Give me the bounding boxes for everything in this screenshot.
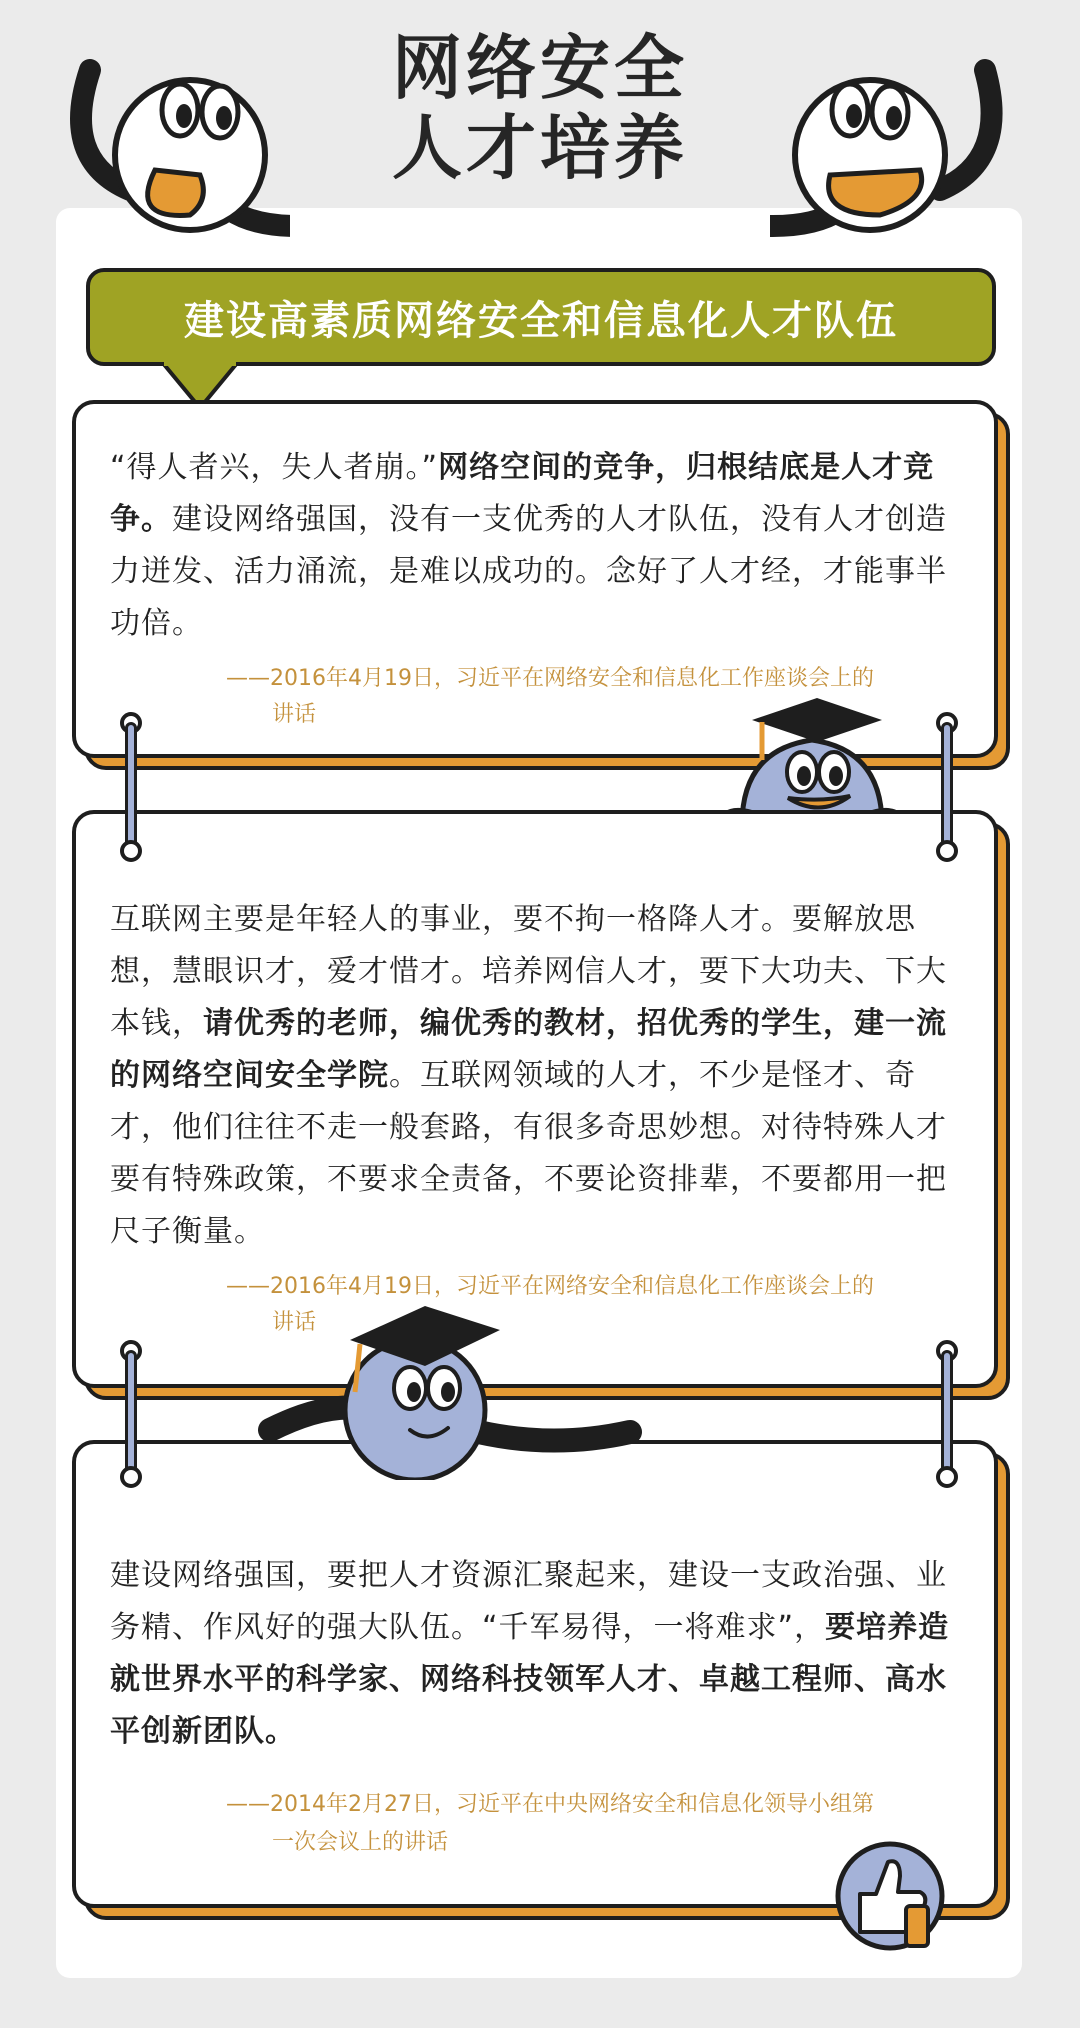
quote-source-line-1: ——2016年4月19日，习近平在网络安全和信息化工作座谈会上的	[226, 666, 874, 691]
quote-source-line-2: 一次会议上的讲话	[272, 1830, 449, 1855]
quote-emphasis: 要培养造就世界水平的科学家、网络科技领军人才、卓越工程师、高水平创新团队。	[110, 1610, 950, 1749]
section-banner	[86, 268, 996, 366]
binder-ring	[936, 840, 958, 862]
quote-segment: 互联网主要是年轻人的事业，要不拘一格降人才。要解放思想，慧眼识才，爱才惜才。培养网信人才，要下大功夫、下大本钱，	[110, 902, 947, 1041]
page-title	[0, 28, 1080, 188]
binder-ring	[120, 840, 142, 862]
binder-rod	[125, 1350, 137, 1480]
quote-source-line-2: 讲话	[272, 702, 317, 727]
graduation-cap-mascot-icon	[712, 690, 912, 826]
binder-rod	[941, 1350, 953, 1480]
quote-emphasis: 网络空间的竞争，归根结底是人才竞争。	[110, 450, 935, 537]
quote-segment: 建设网络强国，没有一支优秀的人才队伍，没有人才创造力迸发、活力涌流，是难以成功的。念好了人才经，才能事半功倍。	[110, 502, 947, 641]
quote-source-line-1: ——2016年4月19日，习近平在网络安全和信息化工作座谈会上的	[226, 1274, 874, 1299]
quote-source-line-1: ——2014年2月27日，习近平在中央网络安全和信息化领导小组第	[226, 1792, 874, 1817]
quote-segment: “得人者兴，失人者崩。”	[110, 450, 439, 485]
quote-segment: 。互联网领域的人才，不少是怪才、奇才，他们往往不走一般套路，有很多奇思妙想。对待特殊人才要有特殊政策，不要求全责备，不要论资排辈，不要都用一把尺子衡量。	[110, 1058, 947, 1249]
thumbs-up-icon	[830, 1836, 950, 1956]
quote-text	[110, 1550, 960, 1758]
binder-ring	[120, 1466, 142, 1488]
quote-segment: 建设网络强国，要把人才资源汇聚起来，建设一支政治强、业务精、作风好的强大队伍。“千军易得，一将难求”，	[110, 1558, 947, 1645]
title-line-1: 网络安全	[392, 27, 688, 109]
binder-rod	[125, 722, 137, 852]
quote-emphasis: 请优秀的老师，编优秀的教材，招优秀的学生，建一流的网络空间安全学院	[110, 1006, 947, 1093]
binder-rod	[941, 722, 953, 852]
quote-source-line-2: 讲话	[272, 1310, 317, 1335]
banner-text: 建设高素质网络安全和信息化人才队伍	[184, 297, 898, 344]
binder-ring	[936, 1466, 958, 1488]
title-line-2: 人才培养	[392, 107, 688, 189]
quote-text	[110, 442, 960, 650]
quote-text	[110, 894, 960, 1258]
graduation-cap-mascot-icon	[250, 1300, 650, 1480]
